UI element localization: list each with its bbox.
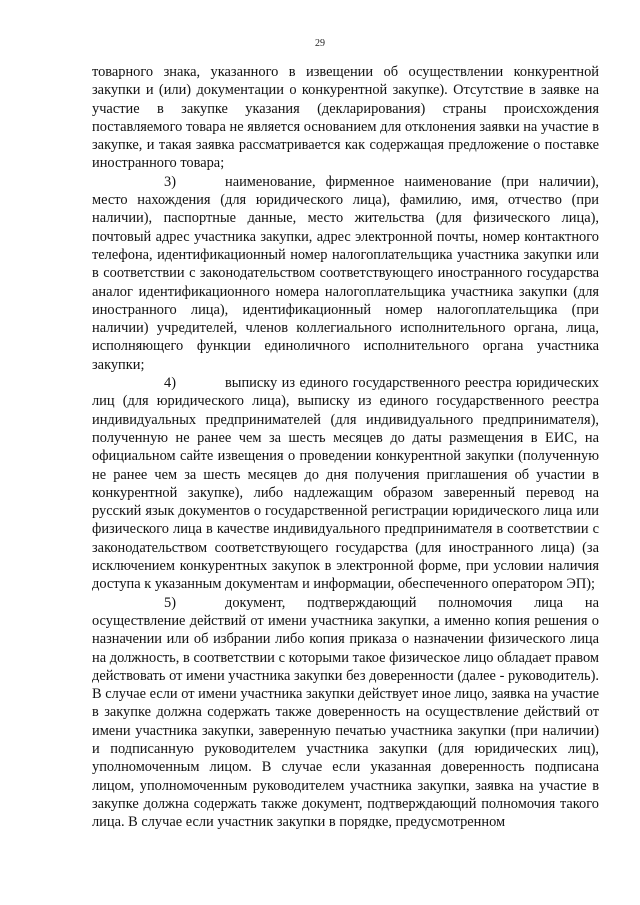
list-item-number: 5) bbox=[164, 594, 176, 611]
paragraph-continuation: товарного знака, указанного в извещении об осуществлении конкурентной закупки и (или) документации о конкурентной закупке). Отсутствие в заявке на участие в закупке указания (декларирования) страны происхождения поставляемого товара не является основанием для отклонения заявки на участие в закупке, и такая заявка рассматривается как содержащая предложение о поставке иностранного товара; bbox=[92, 64, 599, 172]
list-item-number: 4) bbox=[164, 375, 176, 392]
list-item-text: выписку из единого государственного реестра юридических лиц (для юридического лица), выписку из единого государственного реестра индивидуальных предпринимателей (для индивидуального предпринимателя), полученную не ранее чем за шесть месяцев до даты размещения в ЕИС, на официальном сайте извещения о проведении конкурентной закупки (полученную не ранее чем за шесть месяцев до дня получения приглашения об участии в конкурентной закупке), либо надлежащим образом заверенный перевод на русский язык документов о государственной регистрации юридического лица или физического лица в качестве индивидуального предпринимателя в соответствии с законодательством соответствующего государства (для иностранного лица) (за исключением конкурентных закупок в электронной форме, при условии наличия доступа к указанным документам и информации, обеспеченного оператором ЭП); bbox=[92, 375, 599, 593]
list-item-3 bbox=[92, 173, 599, 374]
page-number: 29 bbox=[315, 38, 325, 49]
document-body bbox=[92, 63, 599, 831]
list-item-text: документ, подтверждающий полномочия лица на осуществление действий от имени участника закупки, а именно копия решения о назначении или об избрании либо копия приказа о назначении физического лица на должность, в соответствии с которыми такое физическое лицо обладает правом действовать от имени участника закупки без доверенности (далее - руководитель). В случае если от имени участника закупки действует иное лицо, заявка на участие в закупке должна содержать также доверенность на осуществление действий от имени участника закупки, заверенную печатью участника закупки (при наличии) и подписанную руководителем участника закупки (для юридических лиц), уполномоченным лицом. В случае если указанная доверенность подписана лицом, уполномоченным руководителем участника закупки, заявка на участие в закупке должна содержать также документ, подтверждающий полномочия такого лица. В случае если участник закупки в порядке, предусмотренном bbox=[92, 594, 599, 831]
list-item-number: 3) bbox=[164, 173, 176, 190]
list-item-5 bbox=[92, 594, 599, 832]
list-item-text: наименование, фирменное наименование (при наличии), место нахождения (для юридического лица), фамилию, имя, отчество (при наличии), паспортные данные, место жительства (для физического лица), почтовый адрес участника закупки, адрес электронной почты, номер контактного телефона, идентификационный номер налогоплательщика участника закупки или в соответствии с законодательством соответствующего иностранного государства аналог идентификационного номера налогоплательщика участника закупки (для иностранного лица), идентификационный номер налогоплательщика (при наличии) учредителей, членов коллегиального исполнительного органа, лица, исполняющего функции единоличного исполнительного органа участника закупки; bbox=[92, 173, 599, 373]
list-item-4 bbox=[92, 374, 599, 594]
